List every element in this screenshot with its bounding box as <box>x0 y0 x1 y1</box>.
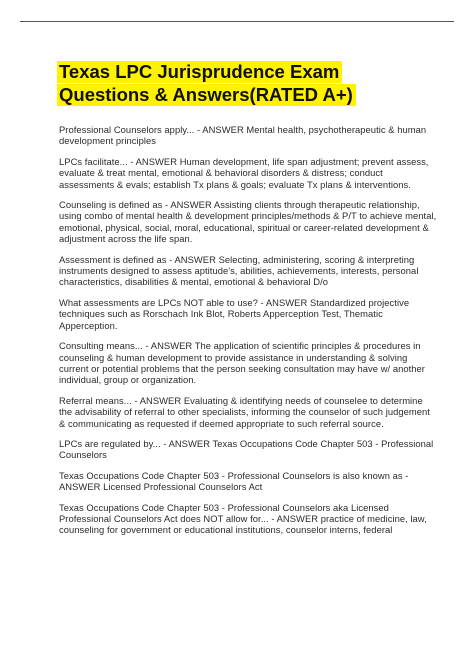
qa-item: Referral means... - ANSWER Evaluating & identifying needs of counselee to determine the advisability of referral to other specialists, informing the counselor of such judgement & communicating as requested if deemed appropriate to such referral source. <box>59 394 430 429</box>
title-line-1: Texas LPC Jurisprudence Exam <box>57 61 342 83</box>
document-title <box>57 61 429 107</box>
qa-item: Professional Counselors apply... - ANSWER Mental health, psychotherapeutic & human development principles <box>59 124 427 147</box>
qa-item: Consulting means... - ANSWER The application of scientific principles & procedures in counseling & human development to provide assistance in understanding & solving current or potential problems that the person seeking consultation may have w/ another individual, group or organization. <box>59 340 425 386</box>
qa-item: What assessments are LPCs NOT able to use? - ANSWER Standardized projective techniques such as Rorschach Ink Blot, Roberts Apperception Test, Thematic Apperception. <box>59 296 410 331</box>
qa-item: LPCs facilitate... - ANSWER Human development, life span adjustment; prevent assess, evaluate & treat mental, emotional & behavioral disorders & distress; conduct assessments & evals; establish Tx plans & goals; evaluate Tx plans & interventions. <box>59 155 429 190</box>
qa-item: Texas Occupations Code Chapter 503 - Professional Counselors aka Licensed Professional Counselors Act does NOT allow for... - ANSWER practice of medicine, law, counseling for government or educational institutions, counselor interns, federal <box>59 501 427 536</box>
top-divider <box>20 21 454 22</box>
qa-item: Texas Occupations Code Chapter 503 - Professional Counselors is also known as - ANSWER Licensed Professional Counselors Act <box>59 469 409 493</box>
question-answer-list <box>59 124 437 545</box>
qa-item: Assessment is defined as - ANSWER Selecting, administering, scoring & interpreting instruments designed to assess aptitude's, abilities, achievements, interests, personal characteristics, disabilities & mental, emotional & behavioral D/o <box>59 253 419 288</box>
qa-item: LPCs are regulated by... - ANSWER Texas Occupations Code Chapter 503 - Professional Counselors <box>59 437 434 461</box>
title-line-2: Questions & Answers(RATED A+) <box>57 84 356 106</box>
qa-item: Counseling is defined as - ANSWER Assisting clients through therapeutic relationship, using combo of mental health & development principles/methods & P/T to achieve mental, emotional, physical, social, moral, educational, spiritual or career-related development & adjustment across the life span. <box>59 199 437 245</box>
